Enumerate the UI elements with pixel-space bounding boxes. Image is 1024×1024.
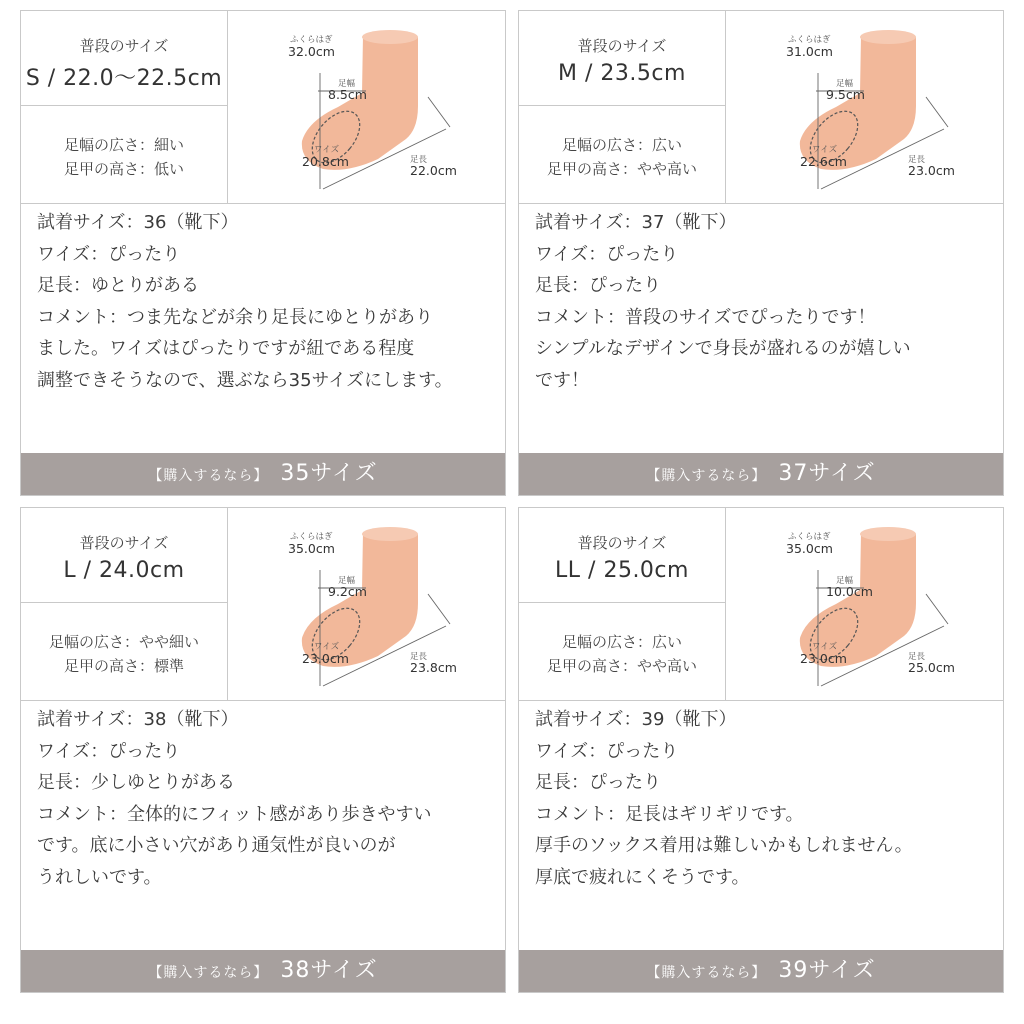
size-review-card xyxy=(20,507,506,993)
review-line: 厚底で疲れにくそうです。 xyxy=(535,866,750,888)
wise-value: 23.0cm xyxy=(800,651,847,666)
review-text xyxy=(535,207,997,396)
foot-illustration xyxy=(228,11,505,204)
length-value: 23.0cm xyxy=(908,163,955,178)
review-line: ました。ワイズはぴったりですが紐である程度 xyxy=(37,338,415,359)
recommended-size: 39サイズ xyxy=(778,958,876,983)
recommended-size-bar xyxy=(21,950,505,992)
usual-size-value: LL / 25.0cm xyxy=(555,558,689,583)
buy-prefix: 【購入するなら】 xyxy=(646,468,767,484)
foot-measurement-diagram xyxy=(726,11,1003,204)
foot-shape-box xyxy=(519,106,726,204)
length-value: 25.0cm xyxy=(908,660,955,675)
wise-value: 23.0cm xyxy=(302,651,349,666)
calf-label: ふくらはぎ xyxy=(788,532,831,542)
footwidth-value: 10.0cm xyxy=(826,584,873,599)
review-line: ワイズ：ぴったり xyxy=(535,243,679,265)
footwidth-value: 8.5cm xyxy=(328,87,367,102)
review-line: です！ xyxy=(535,369,589,391)
calf-value: 35.0cm xyxy=(786,541,833,556)
wise-label: ワイズ xyxy=(812,642,838,652)
calf-label: ふくらはぎ xyxy=(788,35,831,45)
calf-value: 31.0cm xyxy=(786,44,833,59)
review-line: ワイズ：ぴったり xyxy=(37,740,181,762)
calf-value: 32.0cm xyxy=(288,44,335,59)
usual-size-value: S / 22.0～22.5cm xyxy=(25,66,223,91)
review-line: コメント：つま先などが余り足長にゆとりがあり xyxy=(37,306,433,328)
review-line: 足長：ぴったり xyxy=(535,275,661,296)
recommended-size: 37サイズ xyxy=(778,461,876,486)
length-value: 23.8cm xyxy=(410,660,457,675)
review-line: 厚手のソックス着用は難しいかもしれません。 xyxy=(535,835,913,856)
foot-illustration xyxy=(228,508,505,701)
usual-size-box xyxy=(21,11,228,106)
usual-size-box xyxy=(519,508,726,603)
instep-height-text: 足甲の高さ：標準 xyxy=(63,657,184,675)
review-line: 足長：少しゆとりがある xyxy=(37,772,235,793)
instep-height-text: 足甲の高さ：やや高い xyxy=(546,657,697,675)
review-line: ワイズ：ぴったり xyxy=(37,243,181,265)
size-review-card xyxy=(20,10,506,496)
review-line: 試着サイズ：37（靴下） xyxy=(535,212,737,233)
size-review-card xyxy=(518,507,1004,993)
review-line: コメント：普段のサイズでぴったりです！ xyxy=(535,306,876,328)
foot-shape-box xyxy=(519,603,726,701)
foot-illustration xyxy=(726,11,1003,204)
wise-value: 22.6cm xyxy=(800,154,847,169)
foot-illustration xyxy=(726,508,1003,701)
review-line: コメント：足長はギリギリです。 xyxy=(535,803,804,825)
review-line: 試着サイズ：36（靴下） xyxy=(37,212,239,233)
review-line: 足長：ゆとりがある xyxy=(37,275,199,296)
wise-label: ワイズ xyxy=(314,642,340,652)
usual-size-box xyxy=(519,11,726,106)
review-text xyxy=(37,704,499,893)
usual-size-label: 普段のサイズ xyxy=(577,534,667,552)
footwidth-label: 足幅 xyxy=(338,576,356,586)
review-line: 足長：ぴったり xyxy=(535,772,661,793)
foot-width-text: 足幅の広さ：細い xyxy=(63,136,184,154)
recommended-size-bar xyxy=(519,950,1003,992)
footwidth-value: 9.5cm xyxy=(826,87,865,102)
buy-prefix: 【購入するなら】 xyxy=(148,468,269,484)
footwidth-value: 9.2cm xyxy=(328,584,367,599)
size-review-card xyxy=(518,10,1004,496)
review-line: うれしいです。 xyxy=(37,866,162,888)
wise-label: ワイズ xyxy=(812,145,838,155)
review-text xyxy=(535,704,997,893)
calf-value: 35.0cm xyxy=(288,541,335,556)
buy-prefix: 【購入するなら】 xyxy=(148,965,269,981)
wise-value: 20.8cm xyxy=(302,154,349,169)
usual-size-value: M / 23.5cm xyxy=(558,61,686,86)
foot-measurement-diagram xyxy=(228,508,505,701)
review-line: ワイズ：ぴったり xyxy=(535,740,679,762)
wise-label: ワイズ xyxy=(314,145,340,155)
recommended-size-bar xyxy=(21,453,505,495)
usual-size-box xyxy=(21,508,228,603)
footwidth-label: 足幅 xyxy=(836,79,854,89)
calf-label: ふくらはぎ xyxy=(290,532,333,542)
foot-width-text: 足幅の広さ：広い xyxy=(561,136,682,154)
foot-width-text: 足幅の広さ：やや細い xyxy=(48,633,199,651)
length-label: 足長 xyxy=(908,652,926,662)
usual-size-value: L / 24.0cm xyxy=(63,558,185,583)
review-line: コメント：全体的にフィット感があり歩きやすい xyxy=(37,803,432,825)
review-line: 試着サイズ：39（靴下） xyxy=(535,709,737,730)
instep-height-text: 足甲の高さ：低い xyxy=(63,160,184,178)
recommended-size: 38サイズ xyxy=(280,958,378,983)
foot-measurement-diagram xyxy=(228,11,505,204)
usual-size-label: 普段のサイズ xyxy=(79,37,169,55)
length-label: 足長 xyxy=(410,155,428,165)
review-text xyxy=(37,207,499,396)
length-value: 22.0cm xyxy=(410,163,457,178)
review-line: 調整できそうなので、選ぶなら35サイズにします。 xyxy=(37,369,453,391)
review-line: 試着サイズ：38（靴下） xyxy=(37,709,239,730)
foot-measurement-diagram xyxy=(726,508,1003,701)
recommended-size-bar xyxy=(519,453,1003,495)
foot-shape-box xyxy=(21,106,228,204)
foot-shape-box xyxy=(21,603,228,701)
recommended-size: 35サイズ xyxy=(280,461,378,486)
usual-size-label: 普段のサイズ xyxy=(577,37,667,55)
instep-height-text: 足甲の高さ：やや高い xyxy=(546,160,697,178)
review-line: です。底に小さい穴があり通気性が良いのが xyxy=(37,835,396,856)
buy-prefix: 【購入するなら】 xyxy=(646,965,767,981)
footwidth-label: 足幅 xyxy=(338,79,356,89)
footwidth-label: 足幅 xyxy=(836,576,854,586)
usual-size-label: 普段のサイズ xyxy=(79,534,169,552)
length-label: 足長 xyxy=(410,652,428,662)
length-label: 足長 xyxy=(908,155,926,165)
review-line: シンプルなデザインで身長が盛れるのが嬉しい xyxy=(535,338,911,359)
foot-width-text: 足幅の広さ：広い xyxy=(561,633,682,651)
calf-label: ふくらはぎ xyxy=(290,35,333,45)
